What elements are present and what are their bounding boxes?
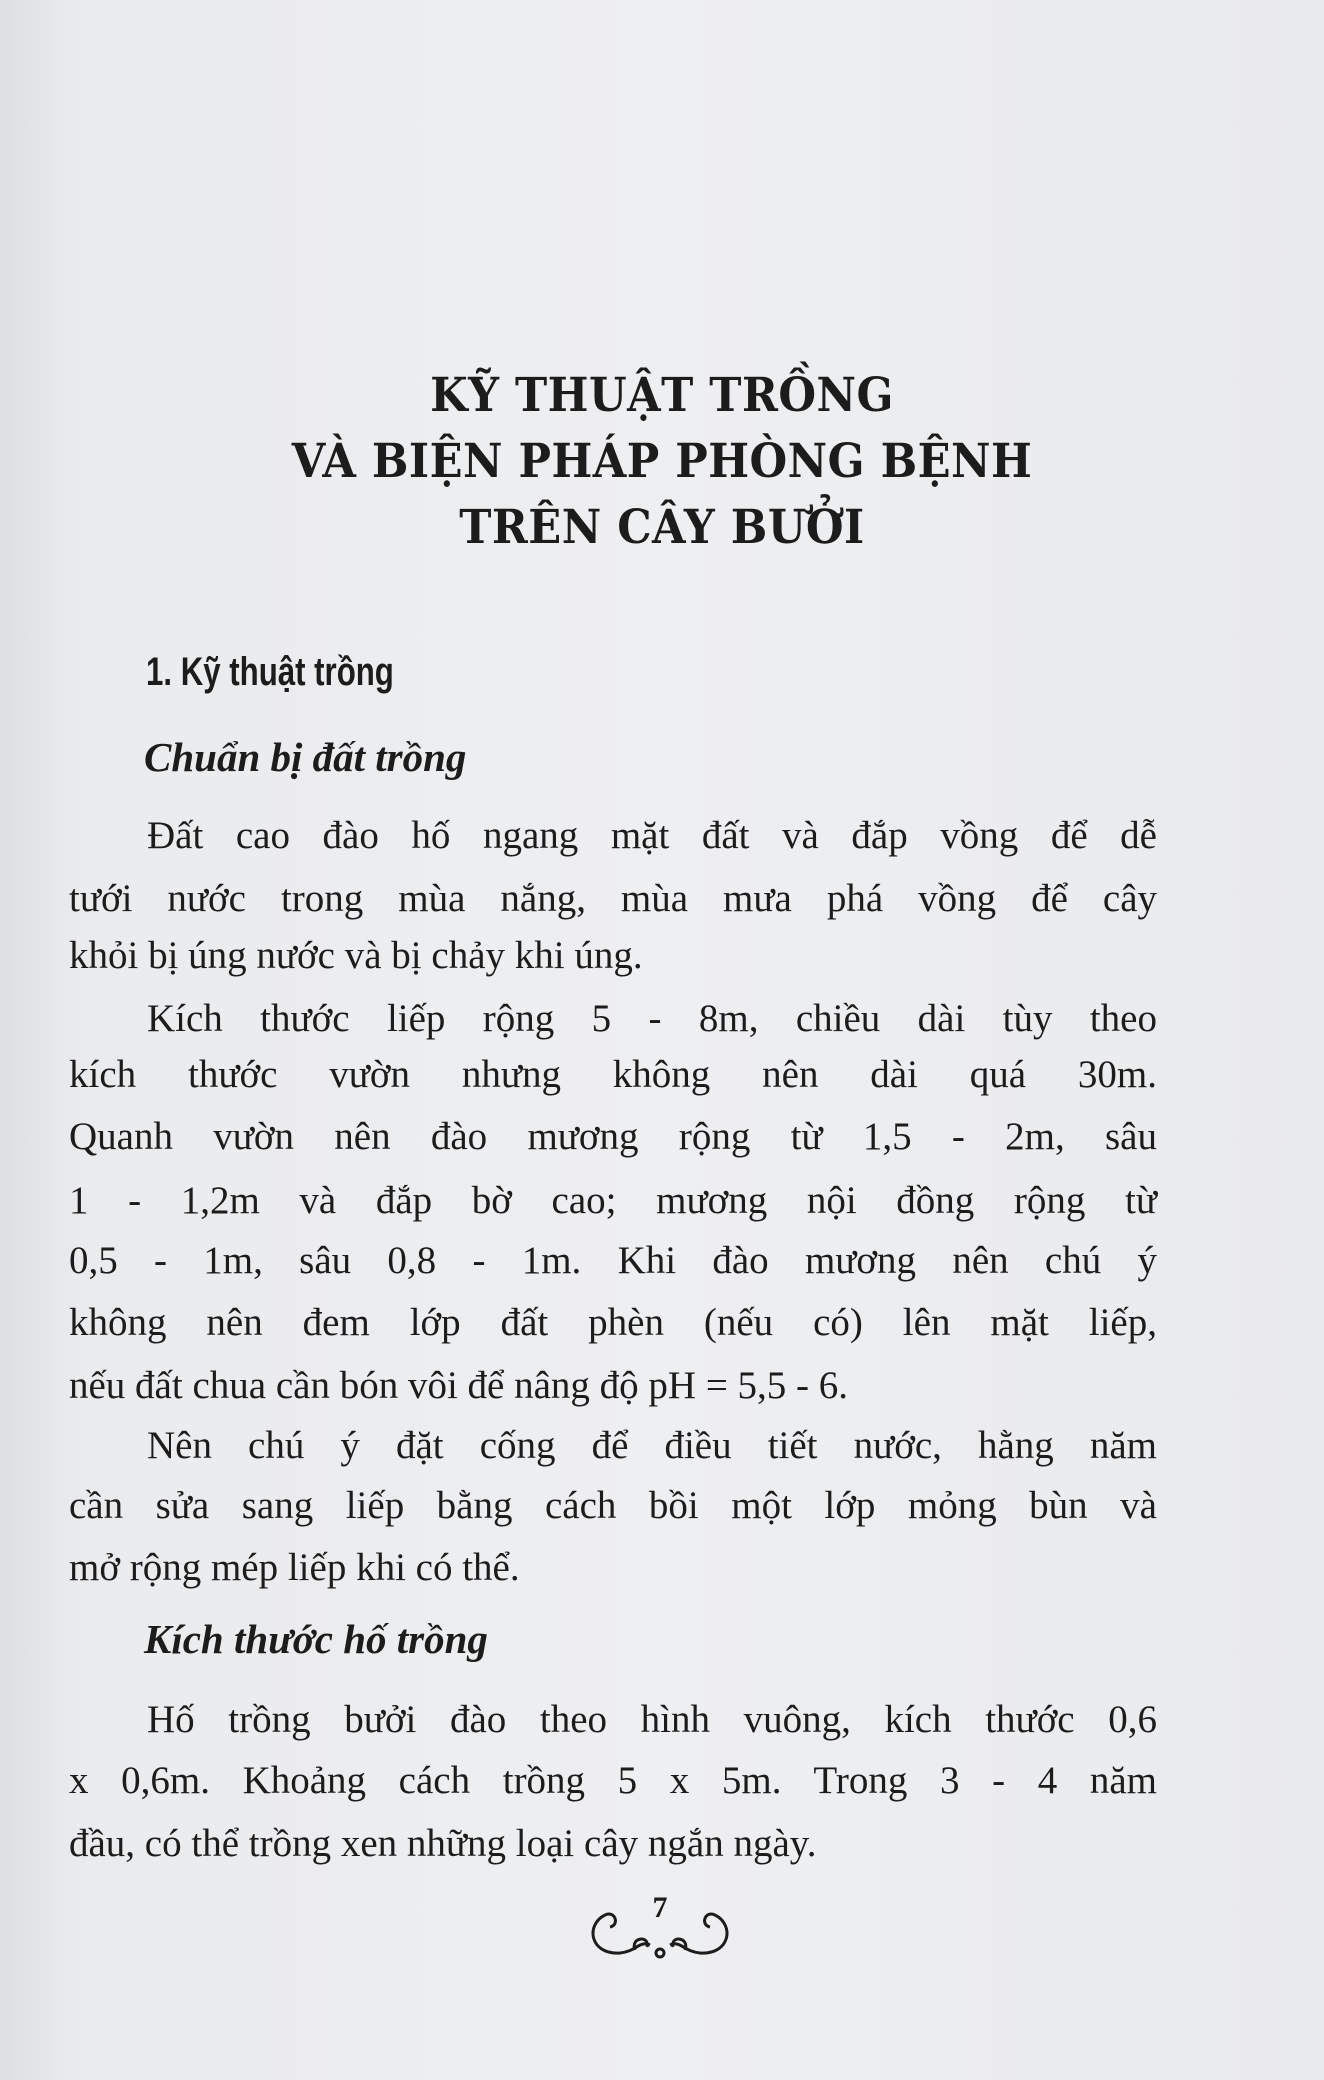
text-line: Quanh vườn nên đào mương rộng từ 1,5 - 2m, sâu [69,1115,1157,1158]
text-line: đầu, có thể trồng xen những loại cây ngắn ngày. [69,1822,817,1865]
subsection-heading: Kích thước hố trồng [144,1616,488,1662]
text-line: không nên đem lớp đất phèn (nếu có) lên mặt liếp, [69,1301,1157,1344]
subsection-heading: Chuẩn bị đất trồng [144,734,467,780]
text-line: 0,5 - 1m, sâu 0,8 - 1m. Khi đào mương nên chú ý [69,1239,1157,1282]
text-line: tưới nước trong mùa nắng, mùa mưa phá vồng để cây [69,877,1157,920]
title-line: VÀ BIỆN PHÁP PHÒNG BỆNH [291,434,1033,489]
text-line: Kích thước liếp rộng 5 - 8m, chiều dài tùy theo [147,997,1157,1040]
page-number: 7 [652,1891,668,1924]
text-line: kích thước vườn nhưng không nên dài quá 30m. [69,1053,1157,1096]
section-heading: 1. Kỹ thuật trồng [146,650,394,694]
title-line: KỸ THUẬT TRỒNG [430,368,894,423]
text-line: nếu đất chua cần bón vôi để nâng độ pH = 5,5 - 6. [69,1364,849,1407]
text-line: cần sửa sang liếp bằng cách bồi một lớp mỏng bùn và [69,1484,1157,1527]
text-line: Đất cao đào hố ngang mặt đất và đắp vồng để dễ [147,814,1157,857]
text-line: mở rộng mép liếp khi có thể. [69,1546,520,1589]
title-line: TRÊN CÂY BƯỞI [459,500,865,555]
text-line: Hố trồng bưởi đào theo hình vuông, kích thước 0,6 [147,1698,1157,1741]
page-number-ornament [575,1891,745,1965]
text-line: khỏi bị úng nước và bị chảy khi úng. [69,934,643,977]
text-line: 1 - 1,2m và đắp bờ cao; mương nội đồng rộng từ [69,1179,1157,1222]
text-line: Nên chú ý đặt cống để điều tiết nước, hằng năm [147,1424,1157,1467]
text-line: x 0,6m. Khoảng cách trồng 5 x 5m. Trong 3 - 4 năm [69,1759,1157,1802]
